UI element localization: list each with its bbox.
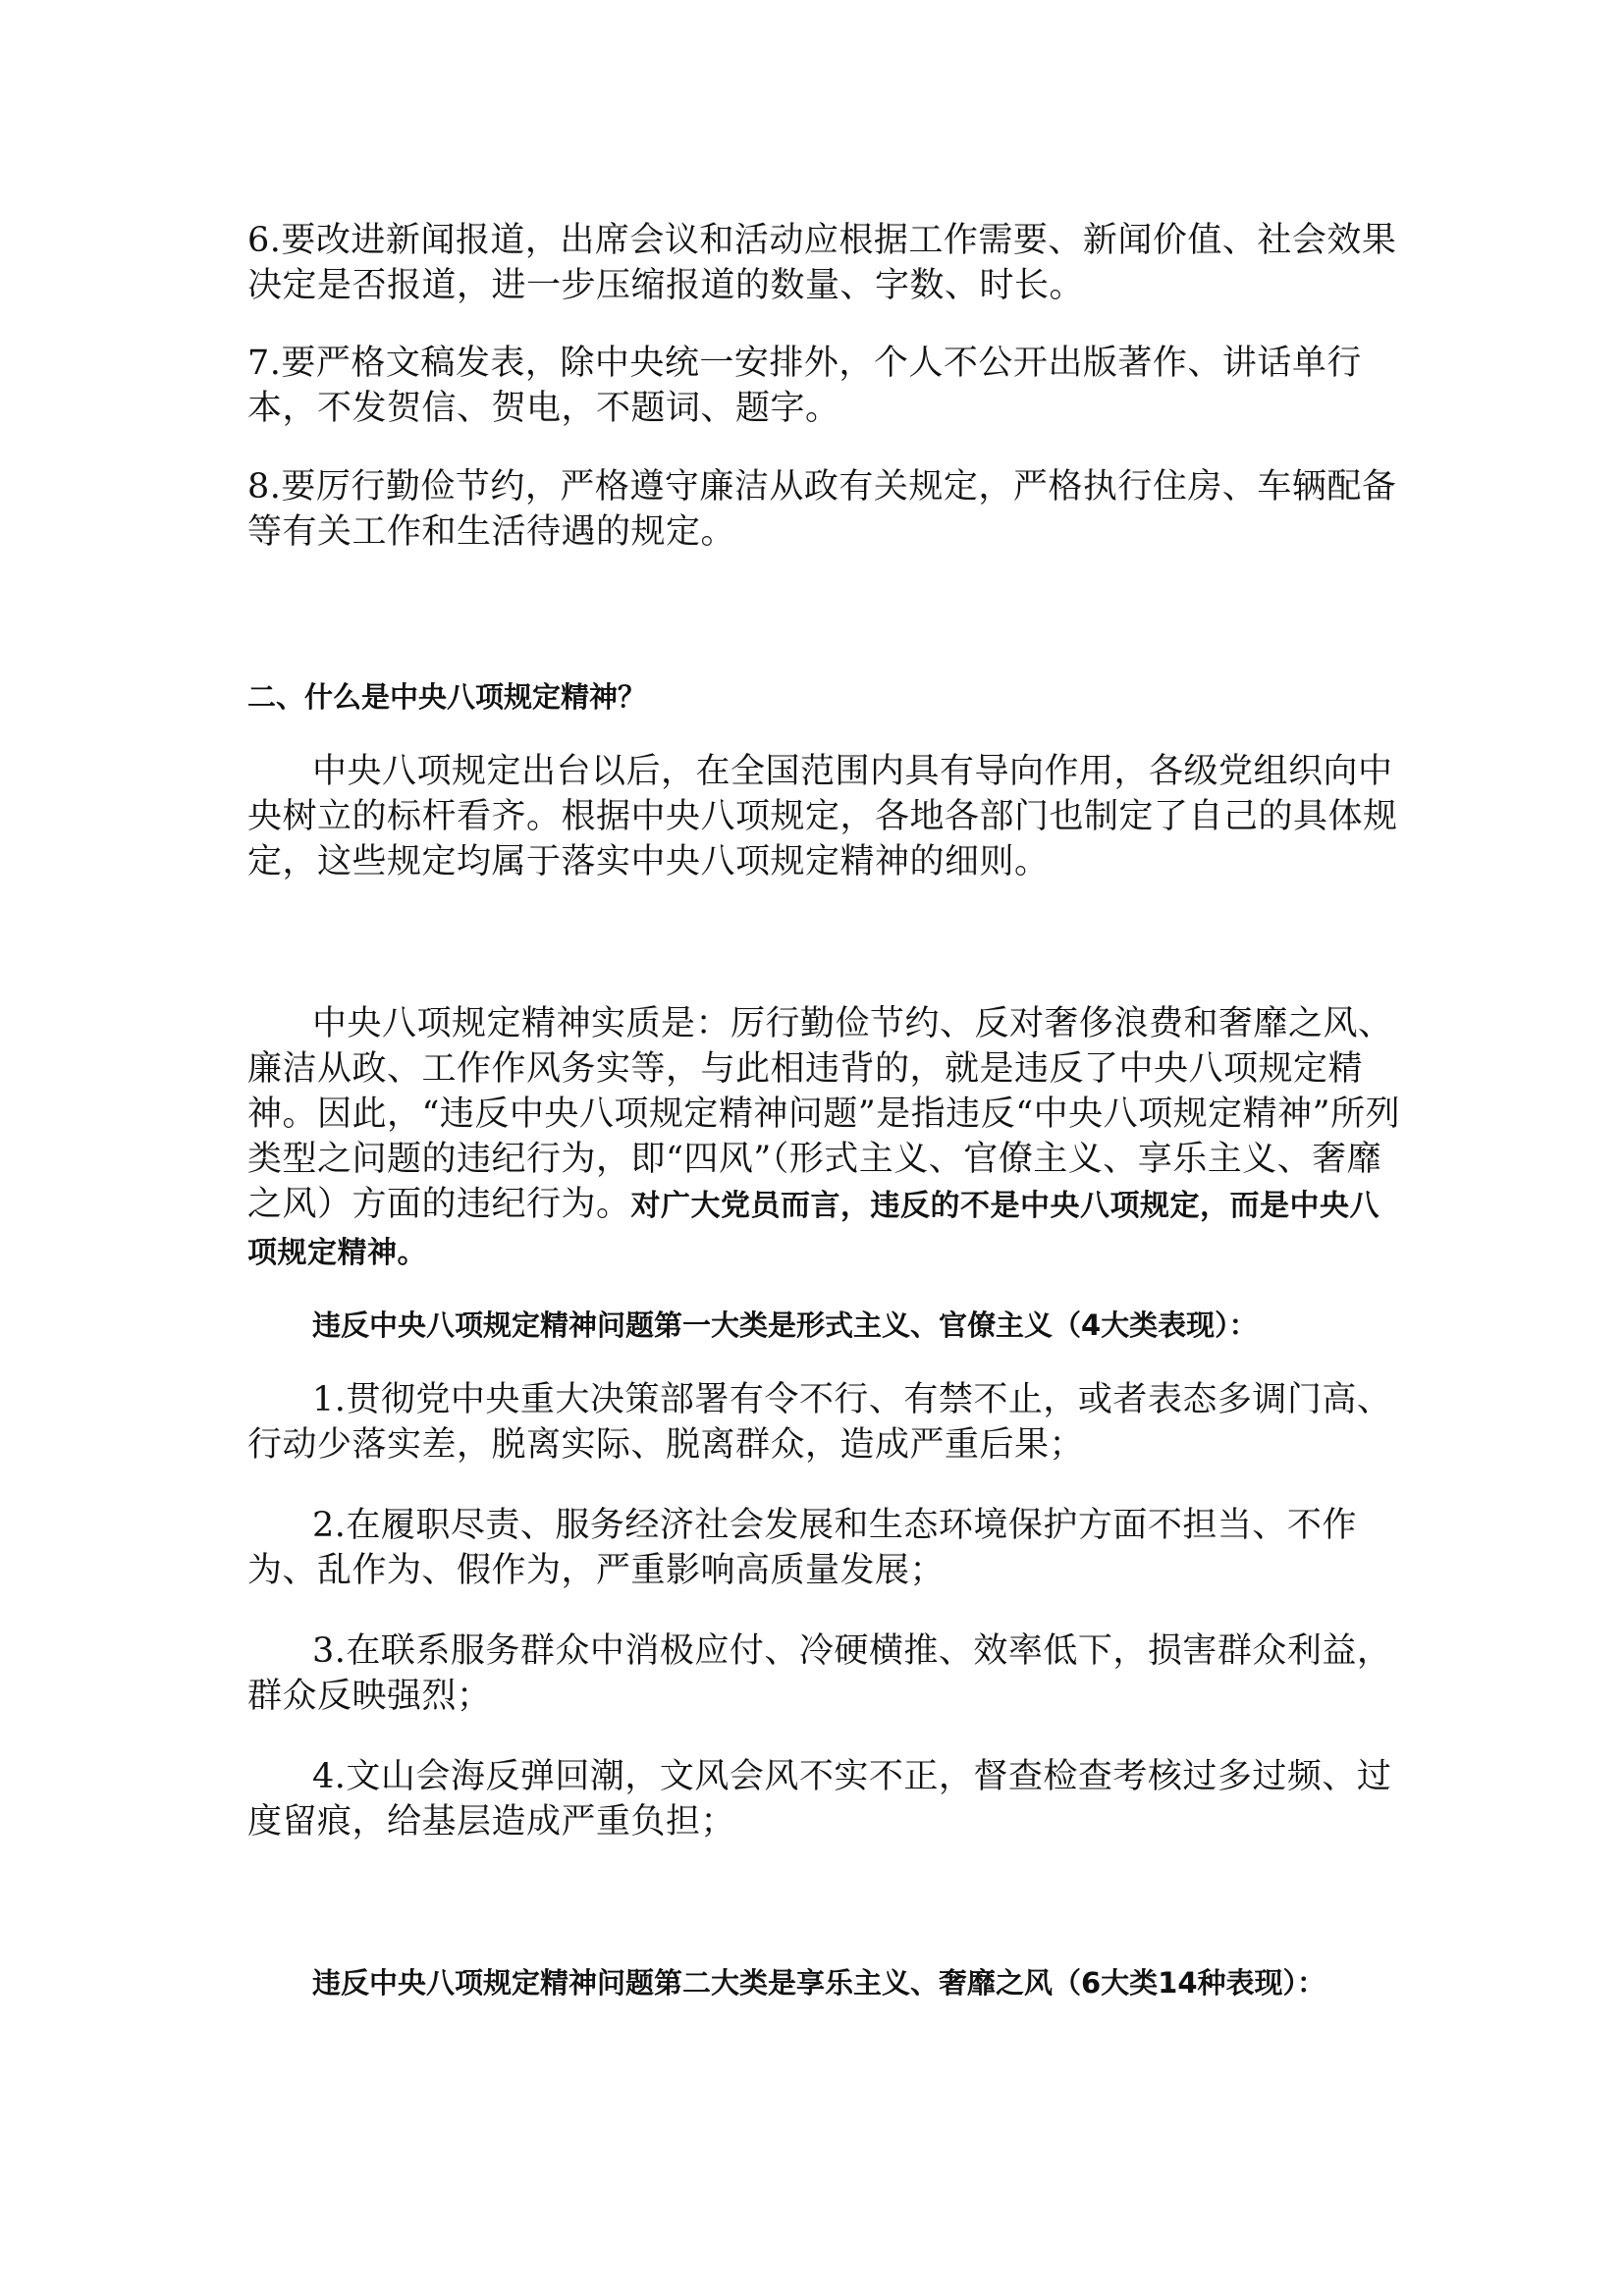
paragraph-2-bold-conclusion: 对广大党员而言，违反的不是中央八项规定，而是中央八项规定精神。 <box>247 1189 1380 1270</box>
category-one-item-3: 3.在联系服务群众中消极应付、冷硬横推、效率低下，损害群众利益，群众反映强烈； <box>247 1631 1392 1716</box>
regulation-item-8: 8.要厉行勤俭节约，严格遵守廉洁从政有关规定，严格执行住房、车辆配备等有关工作和生活待遇的规定。 <box>247 467 1397 552</box>
section-two-heading: 二、什么是中央八项规定精神？ <box>247 680 647 714</box>
section-two-paragraph-1: 中央八项规定出台以后，在全国范围内具有导向作用，各级党组织向中央树立的标杆看齐。根据中央八项规定，各地各部门也制定了自己的具体规定，这些规定均属于落实中央八项规定精神的细则。 <box>247 752 1398 881</box>
section-two-paragraph-2 <box>247 1001 1406 1276</box>
regulation-item-6: 6.要改进新闻报道，出席会议和活动应根据工作需要、新闻价值、社会效果决定是否报道，进一步压缩报道的数量、字数、时长。 <box>247 221 1397 305</box>
category-two-title: 违反中央八项规定精神问题第二大类是享乐主义、奢靡之风（6大类14种表现）： <box>312 1966 1326 2000</box>
category-one-item-2: 2.在履职尽责、服务经济社会发展和生态环境保护方面不担当、不作为、乱作为、假作为，严重影响高质量发展； <box>247 1506 1357 1590</box>
category-one-item-4: 4.文山会海反弹回潮，文风会风不实不正，督查检查考核过多过频、过度留痕，给基层造成严重负担； <box>247 1757 1392 1842</box>
category-one-item-1: 1.贯彻党中央重大决策部署有令不行、有禁不止，或者表态多调门高、行动少落实差，脱离实际、脱离群众，造成严重后果； <box>247 1380 1392 1465</box>
paragraph-2-text: 中央八项规定精神实质是：厉行勤俭节约、反对奢侈浪费和奢靡之风、廉洁从政、工作作风务实等，与此相违背的，就是违反了中央八项规定精神。因此，“违反中央八项规定精神问题”是指违反“中央八项规定精神”所列类型之问题的违纪行为，即“四风”（形式主义、官僚主义、享乐主义、奢靡之风）方面的违纪行为。 <box>247 1004 1401 1224</box>
category-one-title: 违反中央八项规定精神问题第一大类是形式主义、官僚主义（4大类表现）： <box>312 1308 1258 1342</box>
regulation-item-7: 7.要严格文稿发表，除中央统一安排外，个人不公开出版著作、讲话单行本，不发贺信、贺电，不题词、题字。 <box>247 344 1362 428</box>
